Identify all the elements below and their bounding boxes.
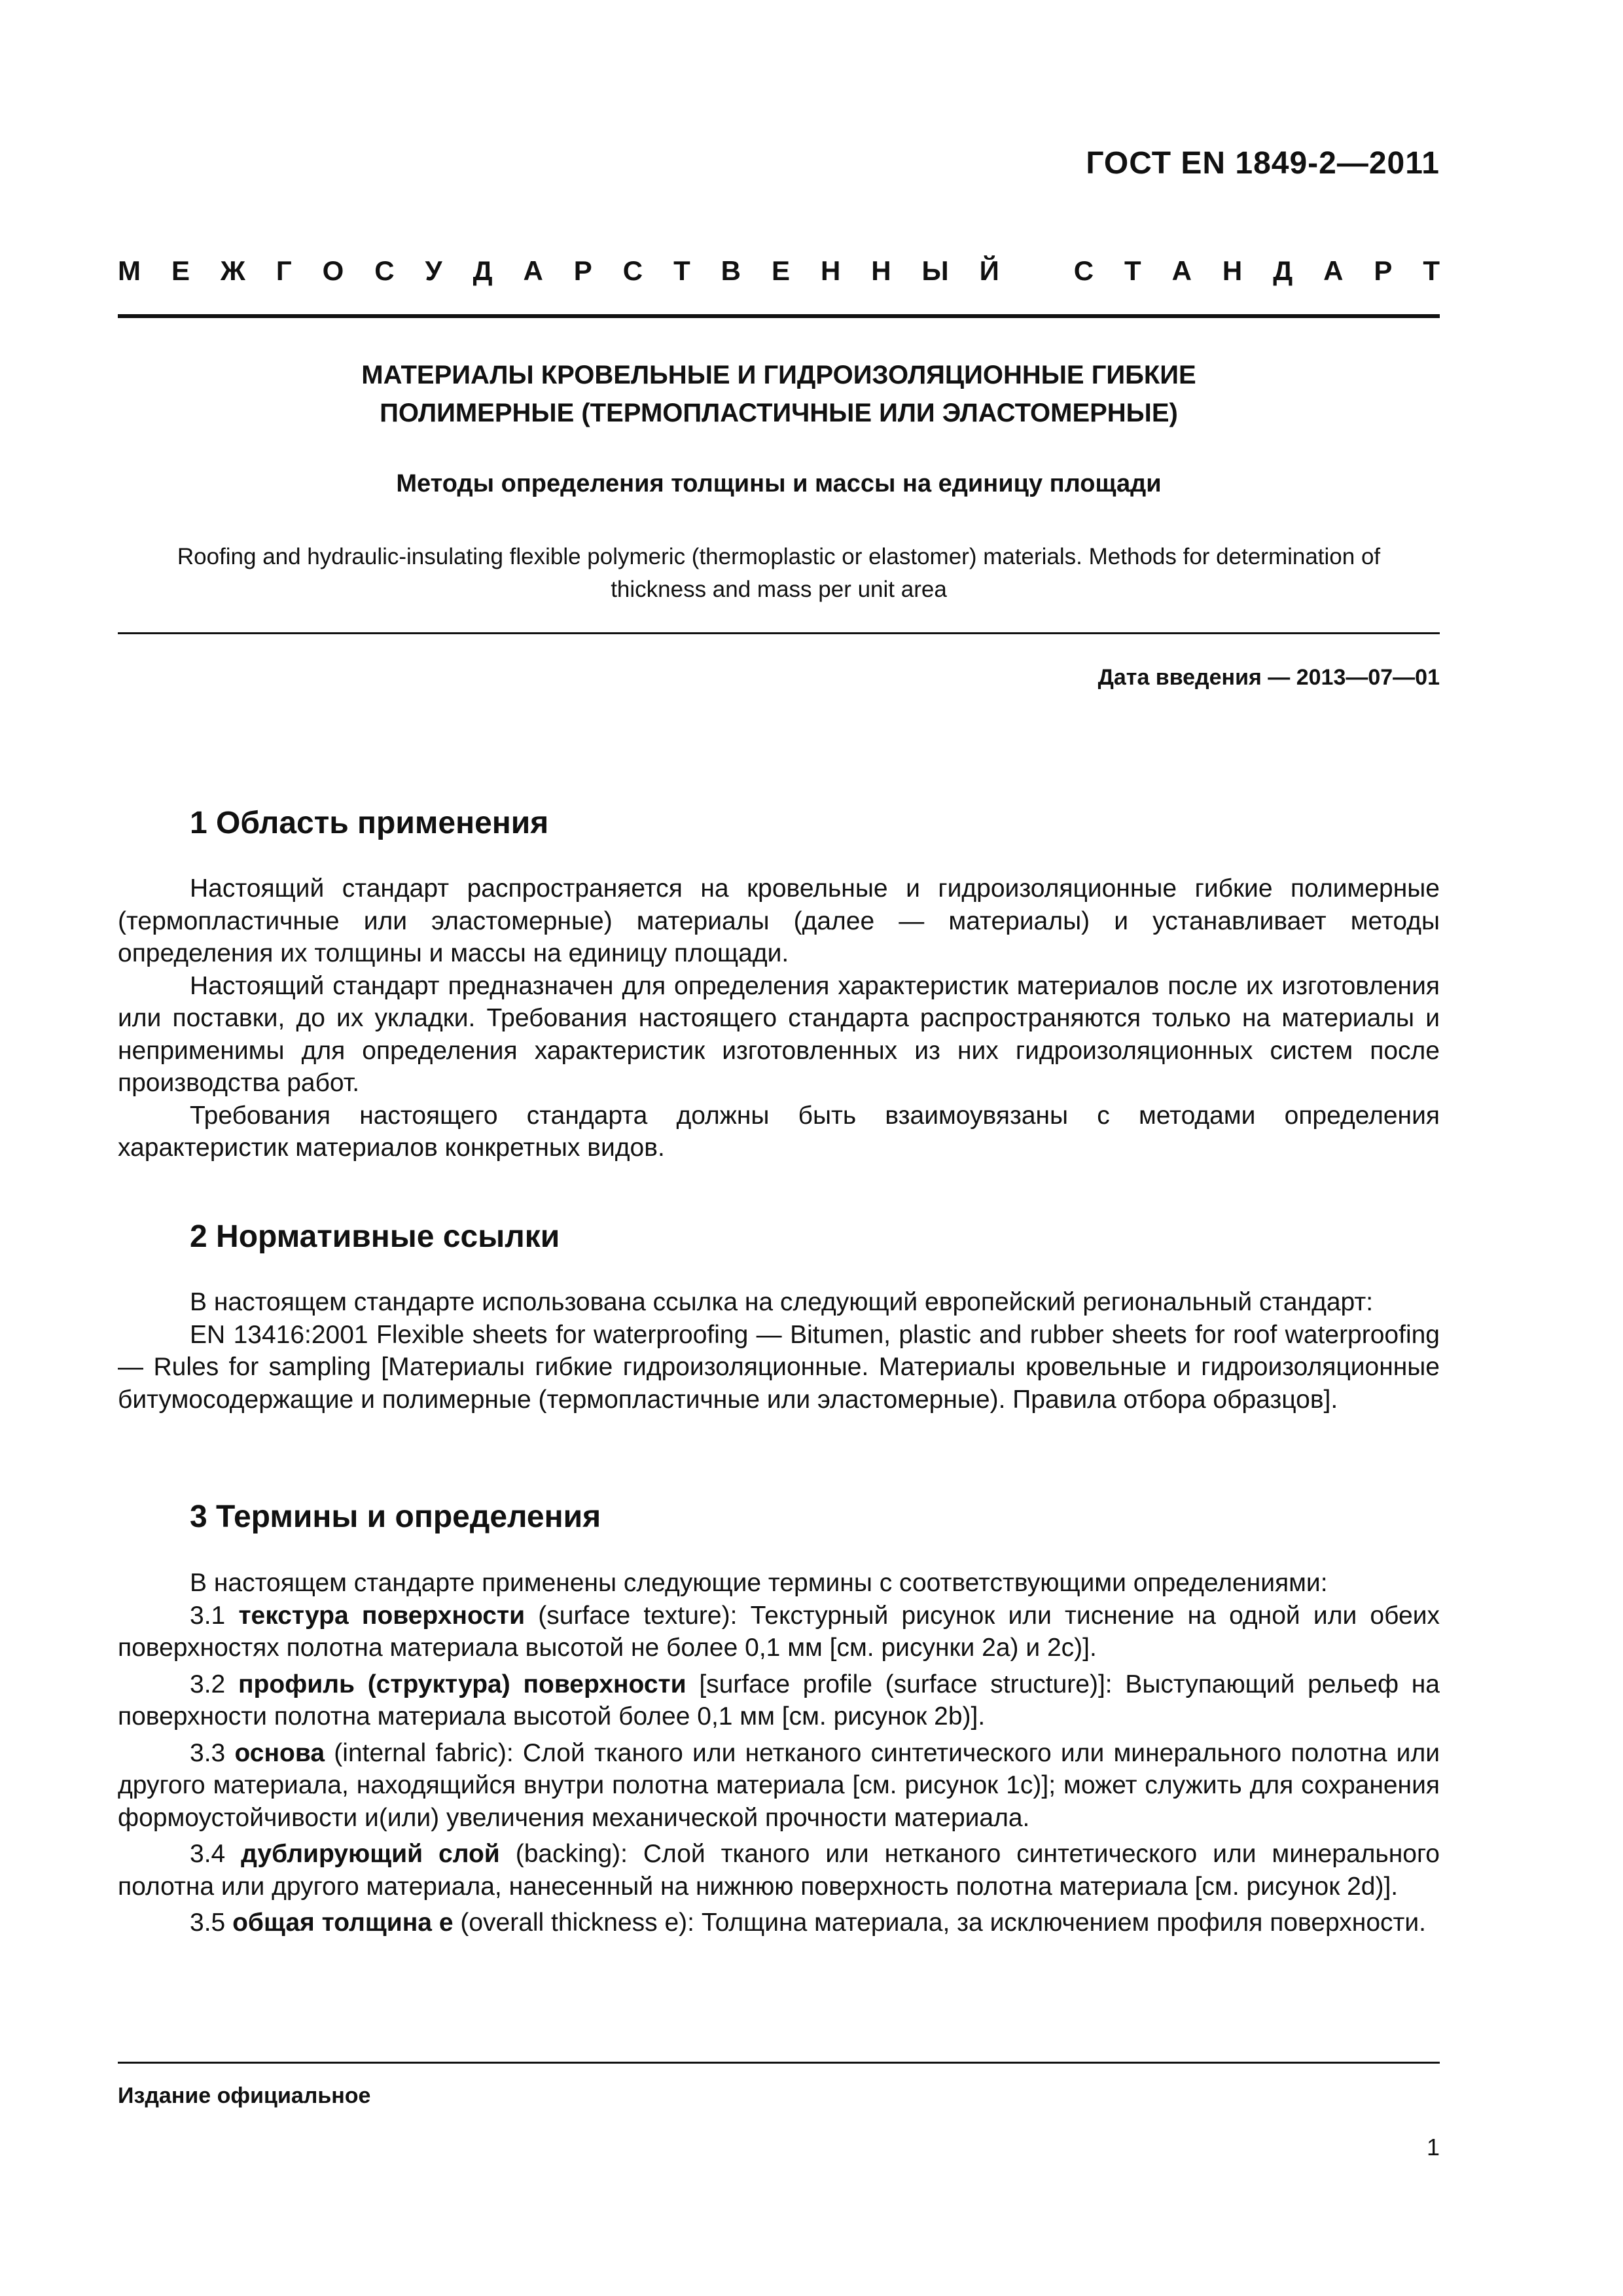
banner-letter: Д <box>1273 255 1293 286</box>
footer-divider <box>118 2062 1440 2064</box>
term-definition <box>118 1600 1440 1664</box>
section-1-paragraph: Настоящий стандарт предназначен для определения характеристик материалов после их изготовления или поставки, до их укладки. Требования настоящего стандарта распространяются только на материалы и неприменимы для определения характеристик изготовленных из них гидроизоляционных систем после производства работ. <box>118 971 1440 1097</box>
banner-letter: Т <box>673 255 690 286</box>
term-name: дублирующий слой <box>241 1840 500 1868</box>
banner-letter: Р <box>1374 255 1393 286</box>
term-number: 3.1 <box>190 1601 226 1630</box>
banner-letter: Ж <box>220 255 245 286</box>
term-name: общая толщина е <box>232 1909 454 1937</box>
title-line-1: МАТЕРИАЛЫ КРОВЕЛЬНЫЕ И ГИДРОИЗОЛЯЦИОННЫЕ ГИБКИЕ <box>361 361 1196 389</box>
banner-letter: Е <box>771 255 790 286</box>
section-2-body <box>118 1286 1440 1416</box>
banner-letter: В <box>721 255 741 286</box>
document-code: ГОСТ EN 1849-2—2011 <box>1086 146 1440 181</box>
banner-letter: А <box>1171 255 1192 286</box>
term-text: (surface texture): Текстурный рисунок или тиснение на одной или обеих поверхностях полотна материала высотой не более 0,1 мм [см. рисунки 2а) и 2с)]. <box>118 1601 1440 1662</box>
banner-letter: Й <box>979 255 999 286</box>
term-text: (overall thickness e): Толщина материала, за исключением профиля поверхности. <box>453 1909 1426 1937</box>
english-title-line-1: Roofing and hydraulic-insulating flexible polymeric (thermoplastic or elastomer) materials. Methods for determination of <box>177 544 1381 569</box>
banner-letter: С <box>374 255 395 286</box>
english-title-line-2: thickness and mass per unit area <box>611 577 947 602</box>
banner-letter: С <box>622 255 643 286</box>
section-3-heading: 3 Термины и определения <box>190 1499 601 1534</box>
document-title <box>118 356 1440 432</box>
banner-letter: У <box>425 255 442 286</box>
banner-letter: Н <box>871 255 891 286</box>
banner-letter: Ы <box>921 255 949 286</box>
banner-letter: Н <box>820 255 841 286</box>
banner-letter: Н <box>1222 255 1243 286</box>
banner-letter: Г <box>276 255 292 286</box>
term-number: 3.4 <box>190 1840 226 1868</box>
banner-letter: Т <box>1124 255 1141 286</box>
section-3-intro: В настоящем стандарте применены следующие термины с соответствующими определениями: <box>190 1569 1328 1597</box>
section-1-heading: 1 Область применения <box>190 806 549 840</box>
official-edition-label: Издание официальное <box>118 2083 371 2108</box>
terms-list <box>118 1600 1440 1939</box>
introduction-date: Дата введения — 2013—07—01 <box>1097 665 1440 690</box>
banner-letter: О <box>322 255 344 286</box>
document-page <box>118 0 1440 2296</box>
title-line-2: ПОЛИМЕРНЫЕ (ТЕРМОПЛАСТИЧНЫЕ ИЛИ ЭЛАСТОМЕРНЫЕ) <box>380 399 1178 427</box>
section-2-paragraph: В настоящем стандарте использована ссылка на следующий европейский региональный стандарт: <box>190 1288 1374 1316</box>
english-title <box>118 541 1440 606</box>
section-1-body <box>118 872 1440 1164</box>
title-divider <box>118 632 1440 634</box>
banner-letter: Т <box>1423 255 1440 286</box>
banner-letter: Р <box>573 255 592 286</box>
term-definition <box>118 1838 1440 1903</box>
banner-letter: Е <box>171 255 190 286</box>
section-1-paragraph: Требования настоящего стандарта должны быть взаимоувязаны с методами определения характеристик материалов конкретных видов. <box>118 1101 1440 1162</box>
section-1-paragraph: Настоящий стандарт распространяется на кровельные и гидроизоляционные гибкие полимерные (термопластичные или эластомерные) материалы (далее — материалы) и устанавливает методы определения их толщины и массы на единицу площади. <box>118 874 1440 967</box>
banner-letter: А <box>1323 255 1344 286</box>
term-number: 3.5 <box>190 1909 226 1937</box>
term-text: [surface profile (surface structure)]: Выступающий рельеф на поверхности полотна материала высотой более 0,1 мм [см. рисунок 2b)]. <box>118 1670 1440 1731</box>
section-2-reference: EN 13416:2001 Flexible sheets for waterproofing — Bitumen, plastic and rubber sheets for roof waterproofing — Rules for sampling [Материалы гибкие гидроизоляционные. Материалы кровельные и гидроизоляционные битумосодержащие и полимерные (термопластичные или эластомерные). Правила отбора образцов]. <box>118 1320 1440 1414</box>
term-name: профиль (структура) поверхности <box>238 1670 687 1698</box>
term-text: (backing): Слой тканого или нетканого синтетического или минерального полотна или другого материала, нанесенный на нижнюю поверхность полотна материала [см. рисунок 2d)]. <box>118 1840 1440 1901</box>
header-divider <box>118 314 1440 318</box>
banner-letter: Д <box>473 255 493 286</box>
term-number: 3.2 <box>190 1670 226 1698</box>
section-3-body <box>118 1567 1440 1939</box>
banner-letter: М <box>118 255 141 286</box>
term-text: (internal fabric): Слой тканого или нетканого синтетического или минерального полотна или другого материала, находящийся внутри полотна материала [см. рисунок 1с)]; может служить для сохранения формоустойчивости и(или) увеличения механической прочности материала. <box>118 1738 1440 1832</box>
term-definition <box>118 1737 1440 1835</box>
term-name: основа <box>234 1738 325 1767</box>
banner-letter: С <box>1073 255 1094 286</box>
document-subtitle: Методы определения толщины и массы на единицу площади <box>396 470 1162 497</box>
banner-gap <box>1030 255 1043 287</box>
term-number: 3.3 <box>190 1738 226 1767</box>
banner-letter: А <box>523 255 543 286</box>
term-definition <box>118 1907 1440 1939</box>
page-number: 1 <box>1426 2134 1440 2161</box>
term-definition <box>118 1668 1440 1733</box>
term-name: текстура поверхности <box>238 1601 526 1630</box>
section-2-heading: 2 Нормативные ссылки <box>190 1219 560 1254</box>
standard-type-banner <box>118 255 1440 287</box>
